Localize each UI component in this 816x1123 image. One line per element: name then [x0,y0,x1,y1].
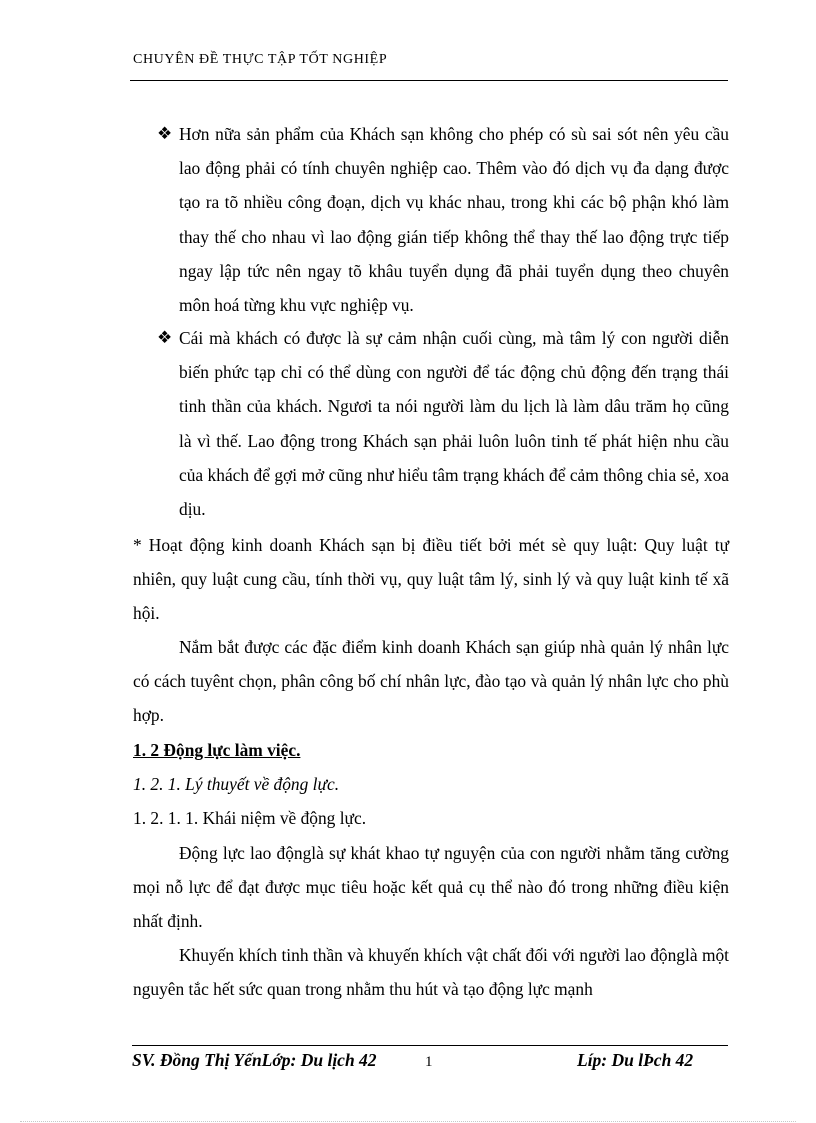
bullet-text: Hơn nữa sản phẩm của Khách sạn không cho phép có sù sai sót nên yêu cầu lao động phải có tính chuyên nghiệp cao. Thêm vào đó dịch vụ đa dạng được tạo ra tõ nhiều công đoạn, dịch vụ khác nhau, trong khi các bộ phận khó làm thay thế cho nhau vì lao động gián tiếp không thể thay thế lao động trực tiếp ngay lập tức nên ngay tõ khâu tuyển dụng đã phải tuyển dụng theo chuyên môn hoá từng khu vực nghiệp vụ. [179,124,729,316]
section-heading: 1. 2 Động lực làm việc. [133,740,301,760]
footer-student-info: SV. Đồng Thị YếnLớp: Du lịch 42 [132,1050,377,1070]
page-number: 1 [425,1054,433,1070]
paragraph-management: Nắm bắt được các đặc điểm kinh doanh Khách sạn giúp nhà quản lý nhân lực có cách tuyênt chọn, phân công bố chí nhân lực, đào tạo và quản lý nhân lực cho phù hợp. [133,637,729,726]
diamond-bullet-icon: ❖ [157,328,173,347]
header-divider [130,80,728,81]
subsection-heading: 1. 2. 1. Lý thuyết về động lực. [133,774,340,794]
footer-class-info: Líp: Du lÞch 42 [577,1050,694,1070]
paragraph-business-laws: * Hoạt động kinh doanh Khách sạn bị điều tiết bởi mét sè quy luật: Quy luật tự nhiên, quy luật cung cầu, tính thời vụ, quy luật tâm lý, sinh lý và quy luật kinh tế xã hội. [133,535,729,624]
subsubsection-heading: 1. 2. 1. 1. Khái niệm về động lực. [133,808,367,828]
bullet-text: Cái mà khách có được là sự cảm nhận cuối cùng, mà tâm lý con người diễn biến phức tạp chỉ có thể dùng con người để tác động chủ động đến trạng thái tinh thần của khách. Ngươi ta nói người làm du lịch là làm dâu trăm họ cũng là vì thế. Lao động trong Khách sạn phải luôn luôn tinh tế phát hiện nhu cầu của khách để gợi mở cũng như hiểu tâm trạng khách để cảm thông chia sẻ, xoa dịu. [179,328,729,520]
page-header-title: CHUYÊN ĐỀ THỰC TẬP TỐT NGHIỆP [133,52,388,67]
paragraph-motivation-definition: Động lực lao độnglà sự khát khao tự nguyện của con người nhằm tăng cường mọi nỗ lực để đạt được mục tiêu hoặc kết quả cụ thể nào đó trong những điều kiện nhất định. [133,843,729,932]
page-bottom-edge [20,1121,796,1122]
bullet-item [133,117,729,322]
bullet-item [133,321,729,526]
diamond-bullet-icon: ❖ [157,124,173,143]
paragraph-encouragement: Khuyến khích tinh thần và khuyến khích vật chất đối với người lao độnglà một nguyên tắc hết sức quan trong nhằm thu hút và tạo động lực mạnh [133,945,729,1000]
footer-divider [132,1045,728,1046]
